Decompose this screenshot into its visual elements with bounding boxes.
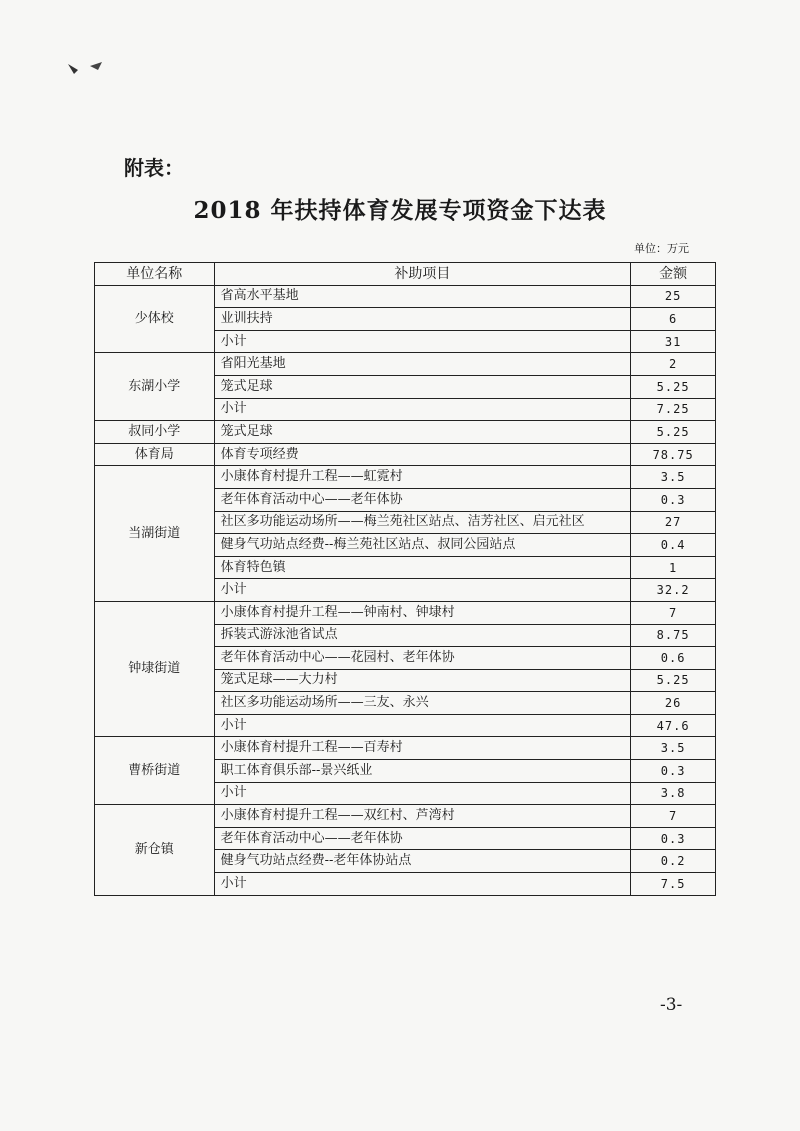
unit-name-cell: 东湖小学 (95, 353, 215, 421)
amount-cell: 3.8 (631, 782, 716, 805)
item-cell: 小计 (214, 579, 631, 602)
amount-cell: 5.25 (631, 421, 716, 444)
item-cell: 小计 (214, 714, 631, 737)
appendix-label: 附表： (124, 156, 184, 180)
staple-mark (60, 58, 110, 78)
amount-cell: 3.5 (631, 466, 716, 489)
table-row (95, 737, 716, 760)
amount-cell: 32.2 (631, 579, 716, 602)
unit-name-cell: 钟埭街道 (95, 601, 215, 737)
item-cell: 老年体育活动中心——花园村、老年体协 (214, 647, 631, 670)
unit-name-cell: 体育局 (95, 443, 215, 466)
item-cell: 职工体育俱乐部--景兴纸业 (214, 760, 631, 783)
table-header-row (95, 263, 716, 286)
item-cell: 体育特色镇 (214, 556, 631, 579)
item-cell: 社区多功能运动场所——梅兰苑社区站点、洁芳社区、启元社区 (214, 511, 631, 534)
amount-cell: 0.4 (631, 534, 716, 557)
item-cell: 小计 (214, 398, 631, 421)
amount-cell: 7.5 (631, 873, 716, 896)
amount-cell: 3.5 (631, 737, 716, 760)
amount-cell: 47.6 (631, 714, 716, 737)
amount-cell: 7 (631, 601, 716, 624)
item-cell: 小康体育村提升工程——百寿村 (214, 737, 631, 760)
amount-cell: 78.75 (631, 443, 716, 466)
item-cell: 笼式足球 (214, 421, 631, 444)
table-body (95, 285, 716, 895)
amount-cell: 31 (631, 330, 716, 353)
item-cell: 小计 (214, 782, 631, 805)
column-header-item: 补助项目 (214, 263, 631, 286)
item-cell: 笼式足球 (214, 375, 631, 398)
amount-cell: 27 (631, 511, 716, 534)
amount-cell: 0.2 (631, 850, 716, 873)
amount-cell: 0.3 (631, 827, 716, 850)
item-cell: 小康体育村提升工程——钟南村、钟埭村 (214, 601, 631, 624)
unit-name-cell: 少体校 (95, 285, 215, 353)
amount-cell: 0.6 (631, 647, 716, 670)
unit-name-cell: 当湖街道 (95, 466, 215, 602)
table-row (95, 353, 716, 376)
page-number: -3- (660, 995, 683, 1015)
amount-cell: 25 (631, 285, 716, 308)
item-cell: 小计 (214, 873, 631, 896)
amount-cell: 0.3 (631, 760, 716, 783)
item-cell: 社区多功能运动场所——三友、永兴 (214, 692, 631, 715)
amount-cell: 8.75 (631, 624, 716, 647)
item-cell: 笼式足球——大力村 (214, 669, 631, 692)
item-cell: 健身气功站点经费--梅兰苑社区站点、叔同公园站点 (214, 534, 631, 557)
item-cell: 拆装式游泳池省试点 (214, 624, 631, 647)
item-cell: 业训扶持 (214, 308, 631, 331)
amount-cell: 2 (631, 353, 716, 376)
amount-cell: 5.25 (631, 669, 716, 692)
unit-name-cell: 曹桥街道 (95, 737, 215, 805)
item-cell: 小康体育村提升工程——虹霓村 (214, 466, 631, 489)
item-cell: 健身气功站点经费--老年体协站点 (214, 850, 631, 873)
page-title: 2018 年扶持体育发展专项资金下达表 (193, 197, 607, 224)
amount-cell: 5.25 (631, 375, 716, 398)
amount-cell: 6 (631, 308, 716, 331)
amount-cell: 0.3 (631, 488, 716, 511)
item-cell: 老年体育活动中心——老年体协 (214, 488, 631, 511)
table-row (95, 601, 716, 624)
table-row (95, 443, 716, 466)
table-row (95, 466, 716, 489)
column-header-amount: 金额 (631, 263, 716, 286)
unit-name-cell: 叔同小学 (95, 421, 215, 444)
column-header-unit: 单位名称 (95, 263, 215, 286)
item-cell: 小计 (214, 330, 631, 353)
item-cell: 省高水平基地 (214, 285, 631, 308)
table-row (95, 421, 716, 444)
table-row (95, 285, 716, 308)
amount-cell: 7 (631, 805, 716, 828)
item-cell: 老年体育活动中心——老年体协 (214, 827, 631, 850)
item-cell: 体育专项经费 (214, 443, 631, 466)
unit-name-cell: 新仓镇 (95, 805, 215, 895)
item-cell: 省阳光基地 (214, 353, 631, 376)
unit-label: 单位：万元 (634, 242, 689, 255)
amount-cell: 1 (631, 556, 716, 579)
table-row (95, 805, 716, 828)
item-cell: 小康体育村提升工程——双红村、芦湾村 (214, 805, 631, 828)
amount-cell: 26 (631, 692, 716, 715)
funding-table (94, 262, 716, 896)
amount-cell: 7.25 (631, 398, 716, 421)
